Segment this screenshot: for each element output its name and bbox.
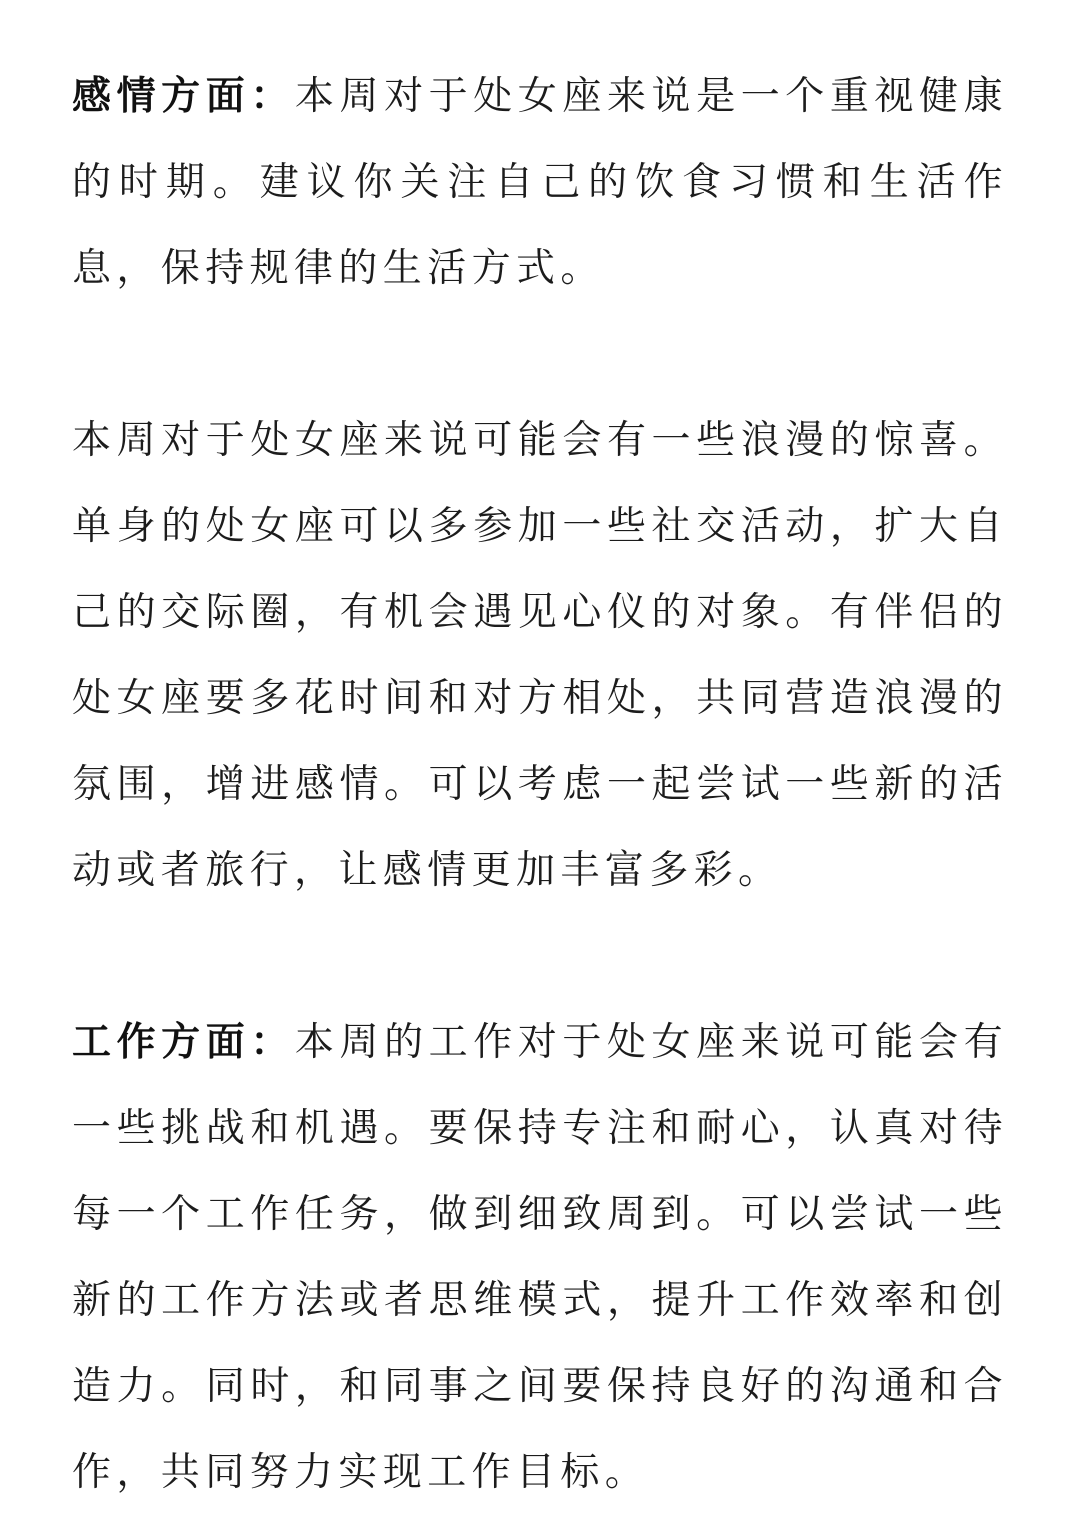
paragraph-text: 本周对于处女座来说可能会有一些浪漫的惊喜。单身的处女座可以多参加一些社交活动，扩大自己的交际圈，有机会遇见心仪的对象。有伴侣的处女座要多花时间和对方相处，共同营造浪漫的氛围，增进感情。可以考虑一起尝试一些新的活动或者旅行，让感情更加丰富多彩。	[72, 418, 1008, 893]
paragraph-text: 本周对于处女座来说是一个重视健康的时期。建议你关注自己的饮食习惯和生活作息，保持规律的生活方式。	[72, 74, 1008, 291]
paragraph-love-health	[72, 54, 1008, 312]
paragraph-text: 本周的工作对于处女座来说可能会有一些挑战和机遇。要保持专注和耐心，认真对待每一个工作任务，做到细致周到。可以尝试一些新的工作方法或者思维模式，提升工作效率和创造力。同时，和同事之间要保持良好的沟通和合作，共同努力实现工作目标。	[72, 1020, 1008, 1495]
paragraph-romance	[72, 398, 1008, 914]
article-body	[72, 54, 1008, 1516]
section-heading-work: 工作方面：	[72, 1020, 295, 1065]
paragraph-work	[72, 1000, 1008, 1516]
section-heading-love: 感情方面：	[72, 74, 295, 119]
